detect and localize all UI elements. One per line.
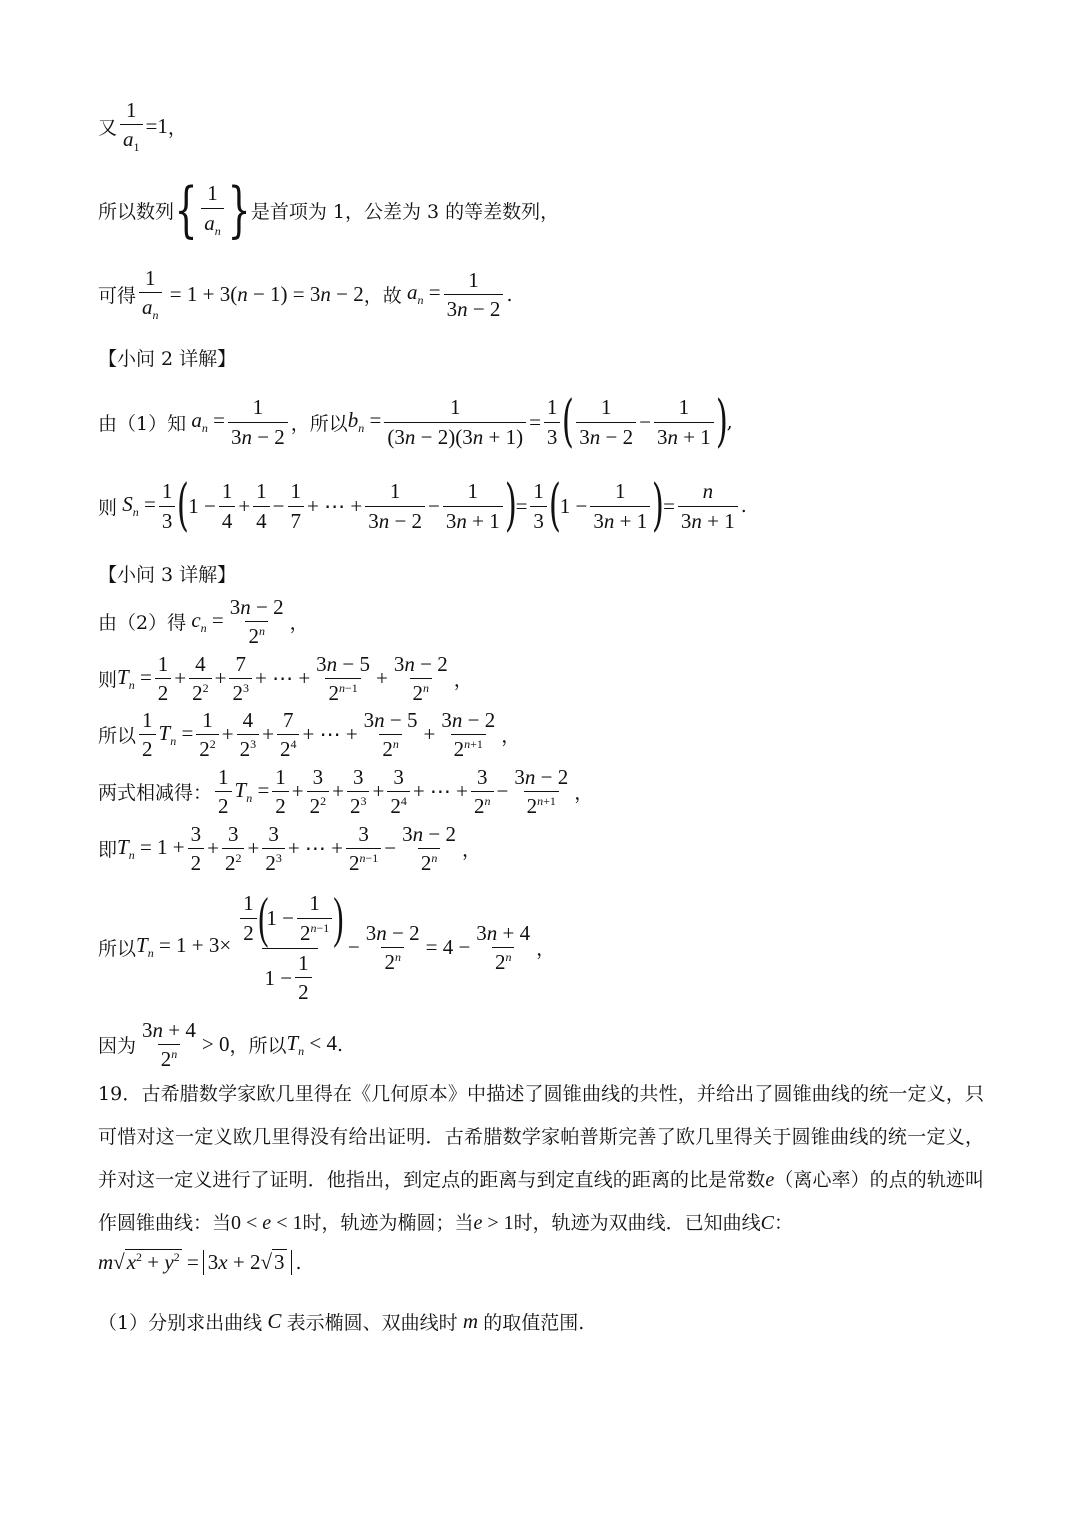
line-3: 可得 $\frac{1}{a_n}$ = 1 + 3(n − 1) = 3n − 2 ，故 $a_n$ = $\frac{1}{3n - 2}$ . — [98, 266, 513, 323]
line-12: 因为 $\frac{3n + 4}{2^n}$ > 0 ，所以 $T_n < 4$ . — [98, 1018, 344, 1072]
question-1: （1）分别求出曲线 C 表示椭圆、双曲线时 m 的取值范围. — [98, 1309, 585, 1334]
line-9: 两式相减得： $\frac{1}{2}$ $T_n$ = $\frac{1}{2}$ + $\frac{3}{2^2}$ + $\frac{3}{2^3}$ + $\frac{3}{2^4}$ + ⋯ + $\frac{3}{2^n}$ − $\frac{3n - 2}{2^{n+1}}$ ， — [98, 765, 594, 819]
line-11: 所以 $T_n = 1 + 3\times$ $\frac{1}{2}$ ( 1 − $\frac{1}{2^{n-1}}$ ) 1 − $\frac{1}{2}$ − $\frac{3n - 2}{2^n}$ = 4 − $\frac{3n + 4}{2^n}$ ， — [98, 887, 556, 1005]
line-4: 由（1）知 $a_n$ = $\frac{1}{3n - 2}$ ，所以 $b_n$ = $\frac{1}{(3n - 2)(3n + 1)}$ = $\frac{1}{3}$ ( $\frac{1}{3n - 2}$ − $\frac{1}{3n + 1}$ ) , — [98, 389, 733, 454]
section-heading-2: 【小问 2 详解】 — [98, 348, 237, 370]
line-1: 又 $\frac{1}{a_1}$ =1 ， — [98, 98, 187, 155]
fraction: $\frac{1}{a_1}$ — [120, 98, 143, 155]
curve-equation: $m√x^2 + y^2$ = 3x + 2√3 . — [98, 1250, 302, 1274]
line-10: 即 $T_n = 1$ + $\frac{3}{2}$ + $\frac{3}{2^2}$ + $\frac{3}{2^3}$ + ⋯ + $\frac{3}{2^{n-1}}$ − $\frac{3n - 2}{2^n}$ ， — [98, 822, 481, 876]
line-8: 所以 $\frac{1}{2}$ $T_n$ = $\frac{1}{2^2}$ + $\frac{4}{2^3}$ + $\frac{7}{2^4}$ + ⋯ + $\frac{3n - 5}{2^n}$ + $\frac{3n - 2}{2^{n+1}}$ ， — [98, 708, 521, 762]
line-5: 则 $S_n$ = $\frac{1}{3}$ ( 1 − $\frac{1}{4}$ + $\frac{1}{4}$ − $\frac{1}{7}$ + ⋯ + $\frac{1}{3n - 2}$ − $\frac{1}{3n + 1}$ ) = $\frac{1}{3}$ ( 1 − $\frac{1}{3n + 1}$ ) = $\frac{n}{3n + 1}$ . — [98, 473, 747, 538]
line-6: 由（2）得 $c_n$ = $\frac{3n - 2}{2^n}$ ， — [98, 595, 309, 649]
compound-fraction: $\frac{1}{2}$ ( 1 − $\frac{1}{2^{n-1}}$ ) 1 − $\frac{1}{2}$ — [234, 890, 345, 1004]
line-7: 则 $T_n$ = $\frac{1}{2}$ + $\frac{4}{2^2}$ + $\frac{7}{2^3}$ + ⋯ + $\frac{3n - 5}{2^{n-1}}$ + $\frac{3n - 2}{2^n}$ ， — [98, 652, 473, 706]
fraction: $\frac{1}{a_n}$ — [201, 181, 224, 238]
problem-19-text: 19．古希腊数学家欧几里得在《几何原本》中描述了圆锥曲线的共性，并给出了圆锥曲线的统一定义，只可惜对这一定义欧几里得没有给出证明．古希腊数学家帕普斯完善了欧几里得关于圆锥曲线的统一定义，并对这一定义进行了证明．他指出，到定点的距离与到定直线的距离的比是常数e（离心率）的点的轨迹叫作圆锥曲线：当0 < e < 1时，轨迹为椭圆；当e > 1时，轨迹为双曲线．已知曲线C： — [98, 1083, 984, 1234]
section-heading-3: 【小问 3 详解】 — [98, 564, 237, 586]
line-2: 所以数列 { $\frac{1}{a_n}$ } 是首项为 1，公差为 3 的等差数列， — [98, 175, 560, 245]
